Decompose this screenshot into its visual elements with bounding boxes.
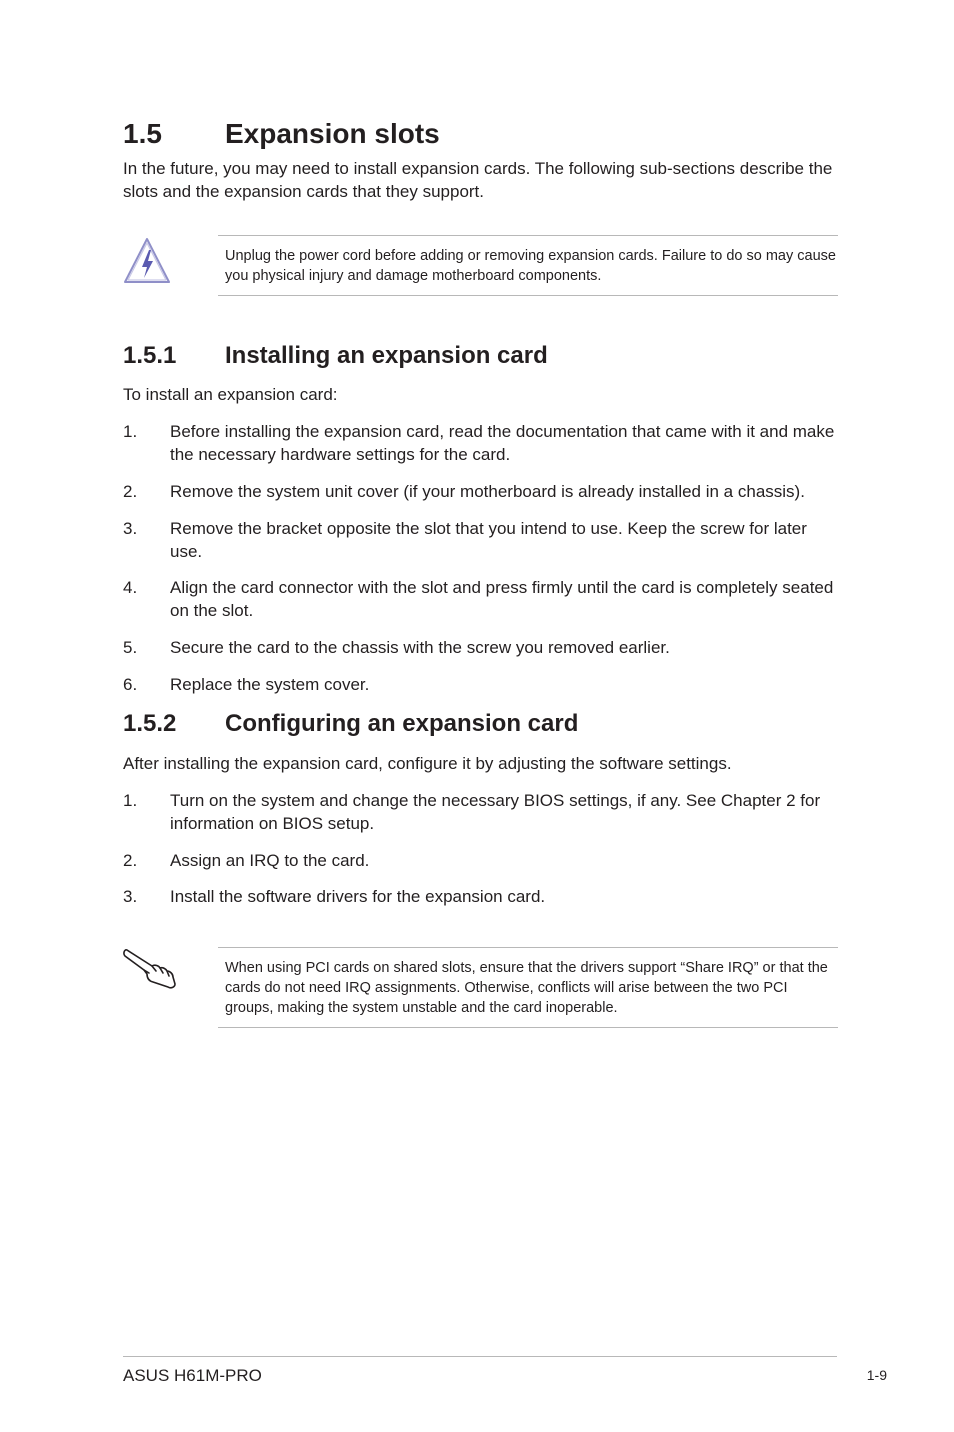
list-item-text: Assign an IRQ to the card. <box>170 851 370 870</box>
list-item <box>123 517 843 563</box>
section-title: Expansion slots <box>225 118 440 149</box>
list-item-number: 2. <box>123 851 138 870</box>
list-item-text: Turn on the system and change the necessary BIOS settings, if any. See Chapter 2 for information on BIOS setup. <box>170 791 821 833</box>
list-item <box>123 849 843 872</box>
list-item-text: Replace the system cover. <box>170 675 370 694</box>
footer-rule <box>123 1356 837 1357</box>
list-item-number: 4. <box>123 578 138 597</box>
info-note-top-rule <box>218 947 838 948</box>
subsection-heading-configuring <box>123 709 578 739</box>
list-item <box>123 673 843 696</box>
section-number: 1.5 <box>123 118 162 149</box>
subsection-intro: After installing the expansion card, configure it by adjusting the software settings. <box>123 754 732 773</box>
warning-note-text: Unplug the power cord before adding or removing expansion cards. Failure to do so may cause you physical injury and damage motherboard components. <box>225 248 836 284</box>
warning-note-top-rule <box>218 235 838 236</box>
list-item <box>123 636 843 659</box>
section-intro: In the future, you may need to install expansion cards. The following sub-sections describe the slots and the expansion cards that they support. <box>123 159 833 201</box>
list-item-number: 3. <box>123 887 138 906</box>
list-item <box>123 789 843 835</box>
list-item-number: 3. <box>123 519 138 538</box>
subsection-title: Installing an expansion card <box>225 342 548 369</box>
list-item-text: Remove the system unit cover (if your motherboard is already installed in a chassis). <box>170 482 805 501</box>
info-note-text: When using PCI cards on shared slots, ensure that the drivers support “Share IRQ” or that the cards do not need IRQ assignments. Otherwise, conflicts will arise between the two PCI groups, making the system unstable and the card inoperable. <box>225 960 828 1016</box>
pointing-hand-icon <box>122 940 180 992</box>
section-heading <box>123 117 440 151</box>
subsection-number: 1.5.2 <box>123 710 177 737</box>
list-item-text: Remove the bracket opposite the slot that you intend to use. Keep the screw for later use. <box>170 519 807 561</box>
list-item-number: 1. <box>123 791 138 810</box>
footer-product-name: ASUS H61M-PRO <box>123 1366 262 1385</box>
list-item-number: 2. <box>123 482 138 501</box>
subsection-heading-installing <box>123 341 548 371</box>
warning-lightning-icon <box>122 236 172 286</box>
list-item <box>123 480 843 503</box>
list-item-number: 5. <box>123 638 138 657</box>
list-item-text: Install the software drivers for the expansion card. <box>170 887 546 906</box>
list-item <box>123 420 843 466</box>
list-item-number: 6. <box>123 675 138 694</box>
list-item <box>123 885 843 908</box>
info-note-bottom-rule <box>218 1027 838 1028</box>
list-item-number: 1. <box>123 422 138 441</box>
warning-note-bottom-rule <box>218 295 838 296</box>
list-item-text: Secure the card to the chassis with the screw you removed earlier. <box>170 638 670 657</box>
list-item <box>123 576 843 622</box>
list-item-text: Before installing the expansion card, read the documentation that came with it and make the necessary hardware settings for the card. <box>170 422 835 464</box>
list-item-text: Align the card connector with the slot and press firmly until the card is completely seated on the slot. <box>170 578 834 620</box>
subsection-number: 1.5.1 <box>123 342 177 369</box>
subsection-intro: To install an expansion card: <box>123 385 338 404</box>
subsection-title: Configuring an expansion card <box>225 710 579 737</box>
footer-page-number: 1-9 <box>866 1367 887 1383</box>
